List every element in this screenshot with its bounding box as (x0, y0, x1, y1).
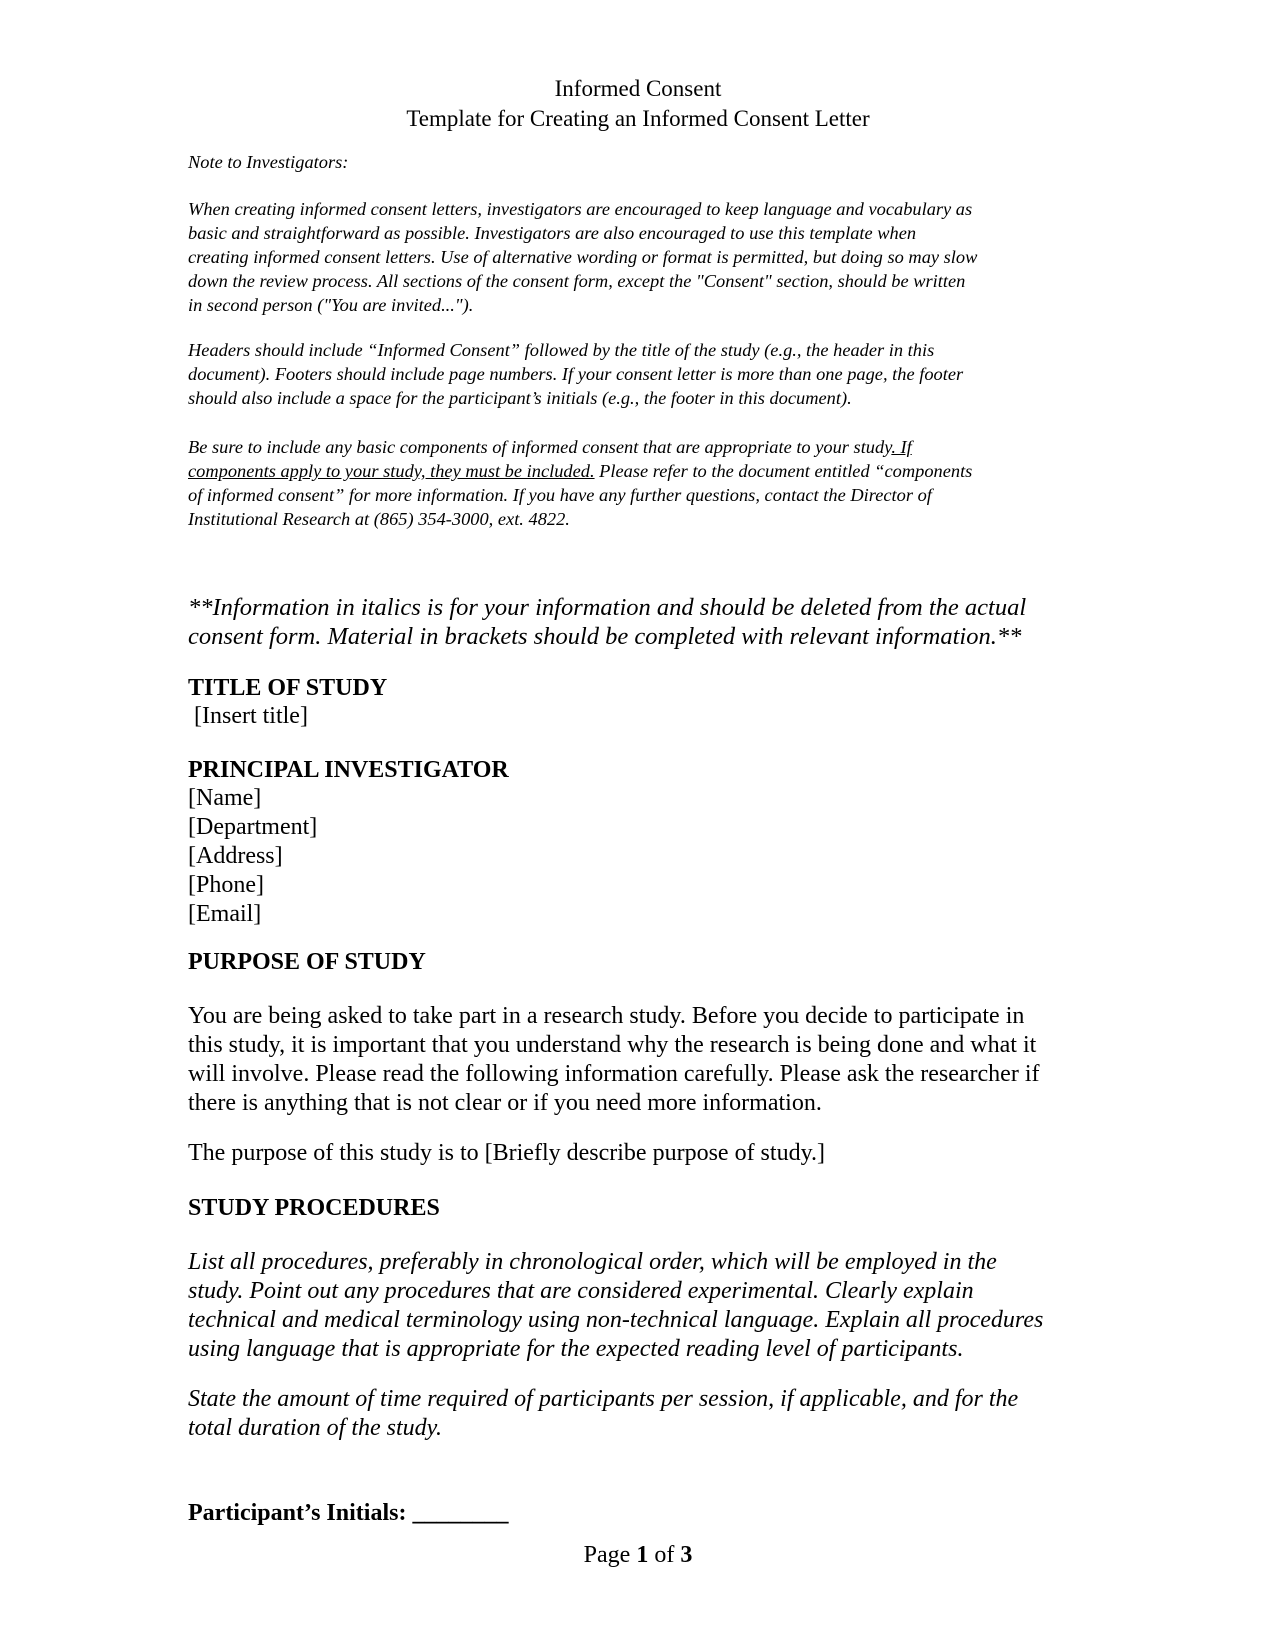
procedures-line: technical and medical terminology using non-technical language. Explain all procedures (188, 1307, 1044, 1333)
page-prefix: Page (583, 1542, 637, 1568)
pi-department-field: [Department] (188, 814, 318, 840)
title-of-study-value: [Insert title] (188, 703, 308, 729)
note-line (188, 459, 1088, 483)
purpose-line: will involve. Please read the following information carefully. Please ask the researcher if (188, 1061, 1040, 1087)
italics-notice (188, 593, 1088, 651)
procedures-heading: STUDY PROCEDURES (188, 1195, 440, 1221)
principal-investigator-heading: PRINCIPAL INVESTIGATOR (188, 757, 509, 783)
purpose-paragraph-2: The purpose of this study is to [Briefly describe purpose of study.] (188, 1140, 825, 1166)
pi-phone-field: [Phone] (188, 872, 264, 898)
purpose-line: You are being asked to take part in a research study. Before you decide to participate in (188, 1003, 1025, 1029)
page-current: 1 (636, 1542, 649, 1568)
note-text: Please refer to the document entitled “components (594, 461, 973, 481)
header-subtitle: Template for Creating an Informed Consent Letter (406, 106, 870, 131)
notice-line: consent form. Material in brackets should be completed with relevant information.** (188, 623, 1022, 650)
document-header (188, 74, 1088, 134)
note-line: down the review process. All sections of the consent form, except the "Consent" section, should be written (188, 271, 966, 291)
note-underlined-text: . If (891, 437, 912, 457)
page-of: of (648, 1542, 681, 1568)
note-paragraph-3 (188, 435, 1088, 531)
purpose-line: this study, it is important that you understand why the research is being done and what it (188, 1032, 1037, 1058)
note-paragraph-2 (188, 338, 1088, 410)
procedures-line: List all procedures, preferably in chronological order, which will be employed in the (188, 1249, 997, 1275)
note-text: Be sure to include any basic components of informed consent that are appropriate to your study (188, 437, 892, 457)
procedures-line: study. Point out any procedures that are considered experimental. Clearly explain (188, 1278, 974, 1304)
procedures-paragraph-2 (188, 1385, 1088, 1443)
pi-email-field: [Email] (188, 901, 262, 927)
procedures-line: using language that is appropriate for the expected reading level of participants. (188, 1336, 964, 1362)
procedures-paragraph-1 (188, 1248, 1088, 1364)
note-underlined-text: components apply to your study, they must be included. (188, 461, 595, 481)
note-line: Headers should include “Informed Consent” followed by the title of the study (e.g., the header in this (188, 340, 935, 360)
note-line: Institutional Research at (865) 354-3000, ext. 4822. (188, 509, 570, 529)
note-paragraph-1 (188, 197, 1088, 317)
note-label: Note to Investigators: (188, 152, 349, 172)
principal-investigator-fields (188, 784, 1088, 929)
note-line: should also include a space for the participant’s initials (e.g., the footer in this document). (188, 388, 852, 408)
header-title: Informed Consent (554, 76, 722, 101)
note-line: document). Footers should include page numbers. If your consent letter is more than one page, the footer (188, 364, 964, 384)
pi-address-field: [Address] (188, 843, 283, 869)
note-line: When creating informed consent letters, investigators are encouraged to keep language and vocabulary as (188, 199, 973, 219)
page-total: 3 (680, 1542, 693, 1568)
purpose-line: there is anything that is not clear or if you need more information. (188, 1090, 822, 1116)
purpose-heading: PURPOSE OF STUDY (188, 949, 426, 975)
note-line: creating informed consent letters. Use of alternative wording or format is permitted, but doing so may slow (188, 247, 978, 267)
participant-initials: Participant’s Initials: ________ (188, 1500, 509, 1526)
note-line: basic and straightforward as possible. Investigators are also encouraged to use this template when (188, 223, 917, 243)
note-line: in second person ("You are invited..."). (188, 295, 474, 315)
pi-name-field: [Name] (188, 785, 262, 811)
page-number (188, 1541, 1088, 1570)
procedures-line: total duration of the study. (188, 1415, 443, 1441)
note-line (188, 435, 1088, 459)
note-line: of informed consent” for more information. If you have any further questions, contact the Director of (188, 485, 932, 505)
procedures-line: State the amount of time required of participants per session, if applicable, and for the (188, 1386, 1019, 1412)
purpose-paragraph-1 (188, 1002, 1088, 1118)
notice-line: **Information in italics is for your information and should be deleted from the actual (188, 594, 1027, 621)
title-of-study-heading: TITLE OF STUDY (188, 675, 388, 701)
